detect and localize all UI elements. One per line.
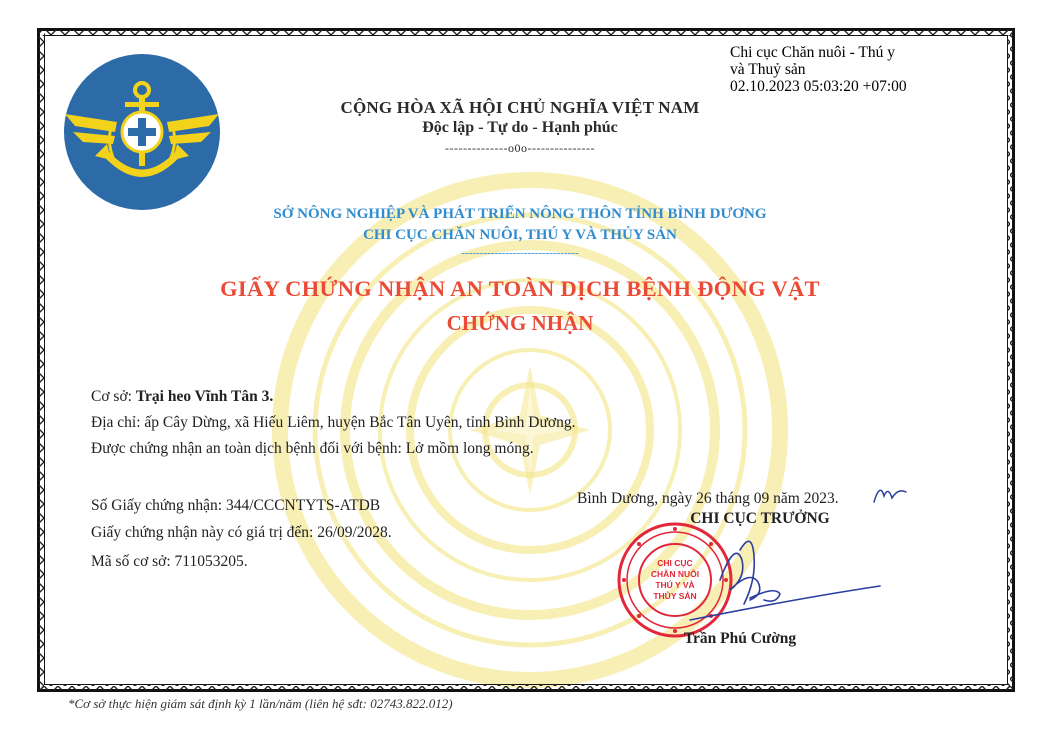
agency-name: CHI CỤC CHĂN NUÔI, THÚ Y VÀ THỦY SẢN: [363, 227, 677, 243]
nation-motto: Độc lập - Tự do - Hạnh phúc: [422, 119, 618, 136]
place-and-date: Bình Dương, ngày 26 tháng 09 năm 2023.: [577, 490, 839, 507]
seal-line-2: CHĂN NUÔI: [650, 569, 700, 579]
handwritten-signature: [680, 520, 890, 640]
seal-line-3: THÚ Y VÀ: [655, 580, 695, 590]
certificate-validity: Giấy chứng nhận này có giá trị đến: 26/09/2028.: [91, 524, 392, 541]
digital-signature-line1: Chi cục Chăn nuôi - Thú y: [730, 44, 896, 61]
digital-signature-line2: và Thuỷ sản: [730, 61, 806, 78]
certificate-subtitle: CHỨNG NHẬN: [446, 311, 594, 335]
seal-line-4: THỦY SẢN: [653, 591, 697, 601]
certificate-title: GIẤY CHỨNG NHẬN AN TOÀN DỊCH BỆNH ĐỘNG VẬT: [220, 276, 820, 301]
nation-title: CỘNG HÒA XÃ HỘI CHỦ NGHĨA VIỆT NAM: [340, 98, 700, 117]
signer-name: Trần Phú Cường: [683, 630, 797, 647]
facility-address: Địa chỉ: ấp Cây Dừng, xã Hiếu Liêm, huyện Bắc Tân Uyên, tỉnh Bình Dương.: [91, 414, 576, 431]
facility-line: [91, 388, 273, 406]
digital-signature-stamp: [730, 44, 1000, 95]
certificate-number: Số Giấy chứng nhận: 344/CCCNTYTS-ATDB: [91, 497, 381, 514]
certified-disease: Được chứng nhận an toàn dịch bệnh đối với bệnh: Lở mồm long móng.: [91, 440, 534, 457]
footnote: *Cơ sở thực hiện giám sát định kỳ 1 lần/năm (liên hệ sđt: 02743.822.012): [68, 696, 453, 711]
signer-title: CHI CỤC TRƯỞNG: [690, 510, 830, 527]
initials-mark: [870, 478, 910, 508]
facility-name: Trại heo Vĩnh Tân 3.: [135, 388, 274, 405]
seal-line-1: CHI CỤC: [657, 558, 693, 568]
header-separator: --------------o0o---------------: [445, 141, 595, 155]
agency-emblem-logo: [55, 52, 230, 212]
department-name: SỞ NÔNG NGHIỆP VÀ PHÁT TRIỂN NÔNG THÔN TỈNH BÌNH DƯƠNG: [273, 206, 767, 222]
facility-code: Mã số cơ sở: 711053205.: [91, 553, 248, 570]
digital-signature-timestamp: 02.10.2023 05:03:20 +07:00: [730, 78, 907, 95]
agency-separator: --------------------------------: [461, 247, 579, 259]
facility-label: Cơ sở:: [91, 388, 136, 405]
